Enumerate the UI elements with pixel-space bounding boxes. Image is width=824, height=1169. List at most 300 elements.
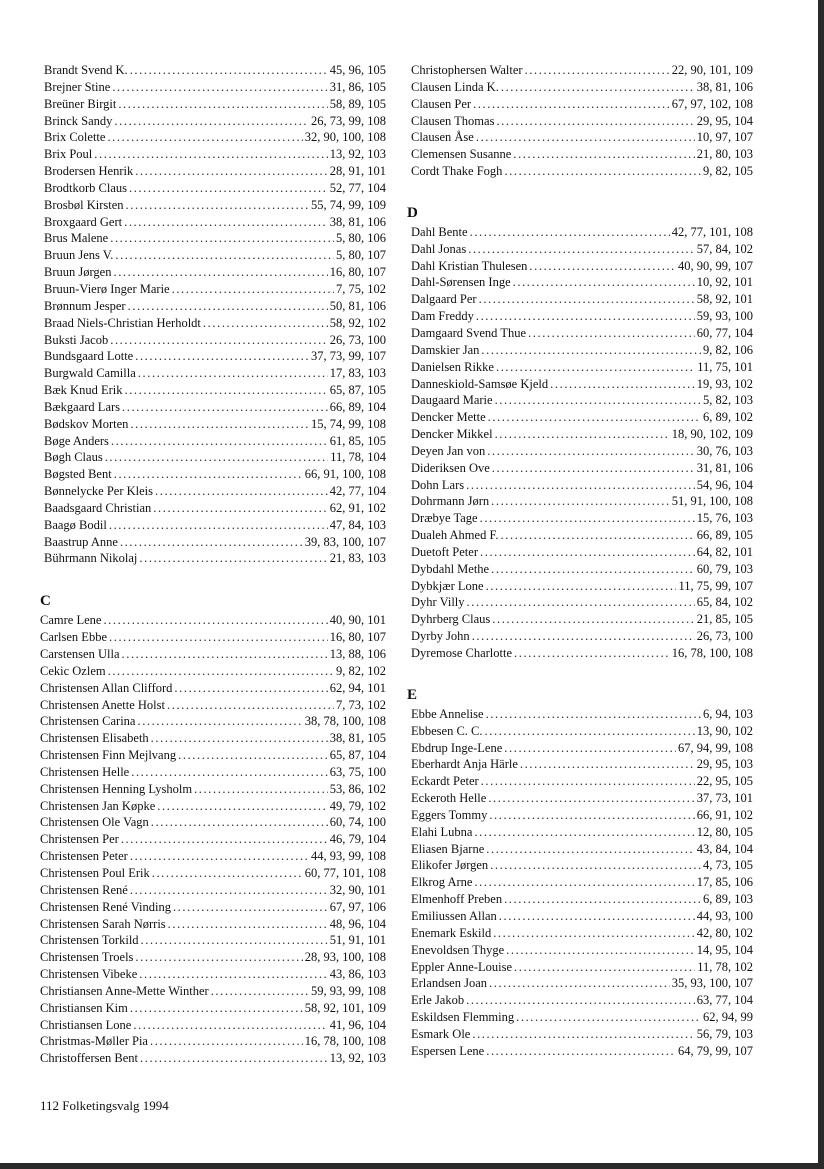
index-entry: [40, 713, 386, 730]
entry-name: Ebdrup Inge-Lene: [411, 740, 503, 755]
index-entry: [407, 409, 753, 426]
index-entry: [40, 916, 386, 933]
entry-pages: 21, 85, 105: [696, 612, 753, 627]
dot-leader: [520, 756, 695, 773]
entry-name: Bøge Anders: [44, 433, 109, 448]
dot-leader: [172, 281, 334, 298]
entry-name: Christensen Torkild: [40, 933, 139, 948]
entry-pages: 13, 92, 103: [329, 147, 386, 162]
entry-name: Elkrog Arne: [411, 875, 473, 890]
page-footer: 112 Folketingsvalg 1994: [40, 1098, 169, 1113]
index-section: [407, 686, 753, 1060]
dot-leader: [109, 629, 328, 646]
entry-name: Bührmann Nikolaj: [44, 551, 138, 566]
entry-pages: 29, 95, 103: [696, 757, 753, 772]
index-entry: [40, 214, 386, 231]
entry-pages: 62, 94, 99: [703, 1010, 753, 1025]
index-entry: [407, 163, 753, 180]
entry-pages: 62, 91, 102: [329, 500, 386, 515]
dot-leader: [495, 426, 670, 443]
entry-pages: 5, 82, 103: [703, 393, 753, 408]
entry-pages: 32, 90, 101: [329, 882, 386, 897]
entry-name: Christensen Peter: [40, 849, 128, 864]
entry-pages: 39, 83, 100, 107: [304, 534, 386, 549]
entry-name: Danielsen Rikke: [411, 359, 494, 374]
entry-pages: 17, 85, 106: [696, 875, 753, 890]
entry-name: Bruun-Vierø Inger Marie: [44, 281, 170, 296]
entry-name: Christensen Poul Erik: [40, 865, 150, 880]
entry-pages: 44, 93, 100: [696, 908, 753, 923]
index-entry: [407, 959, 753, 976]
index-entry: [407, 578, 753, 595]
entry-pages: 18, 90, 102, 109: [671, 427, 753, 442]
index-entry: [407, 426, 753, 443]
dot-leader: [103, 612, 327, 629]
entry-name: Dohrmann Jørn: [411, 494, 490, 509]
entry-name: Christensen Allan Clifford: [40, 680, 173, 695]
entry-pages: 30, 76, 103: [696, 443, 753, 458]
index-entry: [40, 612, 386, 629]
entry-name: Christoffersen Bent: [40, 1051, 139, 1066]
dot-leader: [129, 180, 328, 197]
index-entry: [40, 730, 386, 747]
entry-name: Dualeh Ahmed F.: [411, 528, 499, 543]
entry-name: Carstensen Ulla: [40, 647, 120, 661]
dot-leader: [110, 332, 328, 349]
dot-leader: [506, 942, 695, 959]
index-entry: [40, 814, 386, 831]
dot-leader: [118, 96, 327, 113]
index-entry: [40, 163, 386, 180]
index-entry: [40, 949, 386, 966]
index-entry: [407, 477, 753, 494]
dot-leader: [472, 1026, 694, 1043]
index-entry: [40, 517, 386, 534]
dot-leader: [141, 932, 328, 949]
entry-name: Christophersen Walter: [411, 63, 523, 77]
entry-name: Bøgh Claus: [44, 450, 103, 465]
dot-leader: [550, 376, 695, 393]
entry-name: Erle Jakob: [411, 993, 465, 1008]
entry-pages: 42, 80, 102: [696, 925, 753, 940]
entry-pages: 60, 77, 101, 108: [304, 865, 386, 880]
dot-leader: [138, 365, 328, 382]
dot-leader: [140, 1050, 328, 1067]
entry-pages: 21, 80, 103: [696, 147, 753, 162]
entry-pages: 60, 79, 103: [696, 561, 753, 576]
entry-pages: 13, 90, 102: [696, 723, 753, 738]
dot-leader: [470, 224, 670, 241]
entry-name: Bruun Jens V.: [44, 248, 114, 263]
index-entry: [407, 146, 753, 163]
index-entry: [407, 992, 753, 1009]
entry-name: Dahl Bente: [411, 224, 468, 239]
dot-leader: [157, 798, 327, 815]
entry-name: Dam Freddy: [411, 309, 474, 324]
entry-pages: 7, 73, 102: [336, 697, 386, 712]
dot-leader: [135, 163, 328, 180]
entry-pages: 37, 73, 99, 107: [311, 349, 386, 364]
index-entry: [40, 416, 386, 433]
index-entry: [40, 697, 386, 714]
index-entry: [407, 493, 753, 510]
dot-leader: [151, 814, 328, 831]
index-entry: [40, 882, 386, 899]
index-entry: [40, 96, 386, 113]
dot-leader: [491, 493, 670, 510]
index-entry: [407, 79, 753, 96]
index-entry: [407, 241, 753, 258]
dot-leader: [194, 781, 328, 798]
entry-pages: 40, 90, 101: [329, 613, 386, 628]
entry-pages: 6, 94, 103: [703, 706, 753, 721]
entry-pages: 31, 81, 106: [696, 460, 753, 475]
entry-name: Christensen Henning Lysholm: [40, 781, 193, 796]
entry-pages: 38, 81, 106: [696, 79, 753, 94]
entry-pages: 50, 81, 106: [329, 298, 386, 313]
entry-name: Clausen Linda K.: [411, 79, 499, 94]
entry-pages: 11, 75, 99, 107: [678, 578, 753, 593]
entry-pages: 42, 77, 104: [329, 484, 386, 499]
entry-name: Erlandsen Joan: [411, 976, 488, 991]
dot-leader: [130, 62, 328, 79]
dot-leader: [504, 891, 701, 908]
index-entry: [407, 527, 753, 544]
entry-name: Ebbesen C. C.: [411, 723, 483, 738]
entry-pages: 5, 80, 107: [336, 248, 386, 263]
entry-name: Camre Lene: [40, 613, 102, 628]
entry-name: Christiansen Lone: [40, 1017, 132, 1032]
dot-leader: [120, 534, 303, 551]
entry-name: Brønnum Jesper: [44, 298, 126, 313]
index-entry: [407, 113, 753, 130]
entry-pages: 19, 93, 102: [696, 376, 753, 391]
entry-name: Dahl-Sørensen Inge: [411, 275, 511, 290]
index-entry: [40, 466, 386, 483]
index-entry: [407, 258, 753, 275]
dot-leader: [528, 325, 695, 342]
index-entry: [40, 550, 386, 567]
entry-pages: 66, 91, 100, 108: [304, 467, 386, 482]
dot-leader: [124, 382, 327, 399]
entry-pages: 67, 97, 102, 108: [671, 96, 753, 111]
entry-name: Carlsen Ebbe: [40, 630, 107, 645]
entry-name: Dybkjær Lone: [411, 578, 484, 593]
entry-pages: 28, 93, 100, 108: [304, 950, 386, 965]
index-entry: [40, 281, 386, 298]
dot-leader: [173, 899, 328, 916]
entry-pages: 59, 93, 99, 108: [311, 983, 386, 998]
index-entry: [407, 628, 753, 645]
entry-pages: 60, 74, 100: [329, 815, 386, 830]
entry-pages: 55, 74, 99, 109: [311, 197, 386, 212]
dot-leader: [152, 865, 303, 882]
index-entry: [407, 756, 753, 773]
index-entry: [407, 129, 753, 146]
entry-pages: 16, 80, 107: [329, 630, 386, 645]
entry-pages: 48, 96, 104: [329, 916, 386, 931]
entry-pages: 6, 89, 103: [703, 892, 753, 907]
entry-pages: 12, 80, 105: [696, 824, 753, 839]
dot-leader: [126, 197, 309, 214]
dot-leader: [529, 258, 676, 275]
index-entry: [40, 1033, 386, 1050]
dot-leader: [488, 790, 694, 807]
dot-leader: [501, 527, 695, 544]
index-entry: [40, 247, 386, 264]
entry-pages: 67, 94, 99, 108: [678, 740, 753, 755]
dot-leader: [514, 959, 695, 976]
index-entry: [407, 824, 753, 841]
dot-leader: [174, 680, 327, 697]
entry-pages: 26, 73, 100: [329, 332, 386, 347]
dot-leader: [121, 831, 328, 848]
dot-leader: [516, 1009, 701, 1026]
index-entry: [40, 79, 386, 96]
entry-name: Dræbye Tage: [411, 511, 478, 526]
index-entry: [407, 392, 753, 409]
entry-name: Clausen Åse: [411, 130, 474, 145]
index-entry: [407, 891, 753, 908]
entry-name: Bækgaard Lars: [44, 399, 121, 414]
index-entry: [407, 857, 753, 874]
entry-pages: 66, 89, 105: [696, 528, 753, 543]
entry-name: Dybdahl Methe: [411, 561, 490, 576]
index-entry: [40, 663, 386, 680]
entry-name: Cekic Ozlem: [40, 663, 106, 678]
dot-leader: [486, 706, 701, 723]
entry-pages: 29, 95, 104: [696, 113, 753, 128]
dot-leader: [107, 129, 302, 146]
entry-name: Christensen Ole Vagn: [40, 815, 149, 830]
entry-pages: 40, 90, 99, 107: [678, 258, 753, 273]
entry-pages: 38, 78, 100, 108: [304, 714, 386, 729]
entry-name: Brejner Stine: [44, 79, 111, 94]
entry-pages: 9, 82, 105: [703, 164, 753, 179]
index-entry: [407, 925, 753, 942]
entry-name: Eberhardt Anja Härle: [411, 757, 518, 772]
dot-leader: [128, 298, 328, 315]
dot-leader: [492, 460, 695, 477]
dot-leader: [492, 611, 694, 628]
index-entry: [40, 865, 386, 882]
dot-leader: [109, 517, 328, 534]
index-entry: [407, 224, 753, 241]
entry-pages: 56, 79, 103: [696, 1026, 753, 1041]
entry-pages: 42, 77, 101, 108: [671, 224, 753, 239]
index-entry: [40, 348, 386, 365]
dot-leader: [105, 449, 329, 466]
entry-name: Brinck Sandy: [44, 113, 113, 128]
index-entry: [407, 1043, 753, 1060]
index-entry: [40, 500, 386, 517]
dot-leader: [474, 874, 694, 891]
dot-leader: [525, 62, 670, 79]
entry-name: Dyhr Villy: [411, 595, 465, 610]
index-entry: [407, 594, 753, 611]
entry-pages: 26, 73, 99, 108: [311, 113, 386, 128]
dot-leader: [504, 163, 701, 180]
dot-leader: [130, 882, 328, 899]
dot-leader: [112, 79, 327, 96]
entry-pages: 9, 82, 102: [336, 663, 386, 678]
index-entry: [407, 359, 753, 376]
section-letter-heading: C: [40, 593, 51, 610]
dot-leader: [110, 230, 334, 247]
dot-leader: [178, 747, 328, 764]
dot-leader: [114, 466, 303, 483]
dot-leader: [115, 247, 334, 264]
entry-name: Brodersen Henrik: [44, 164, 134, 179]
entry-name: Dahl Kristian Thulesen: [411, 258, 528, 273]
dot-leader: [474, 824, 694, 841]
entry-pages: 45, 96, 105: [329, 63, 386, 77]
entry-name: Buksti Jacob: [44, 332, 109, 347]
entry-name: Breüner Birgit: [44, 96, 117, 111]
dot-leader: [488, 409, 701, 426]
index-entry: [40, 781, 386, 798]
entry-pages: 38, 81, 105: [329, 731, 386, 746]
index-entry: [407, 544, 753, 561]
entry-pages: 65, 87, 104: [329, 748, 386, 763]
index-entry: [40, 433, 386, 450]
entry-name: Christensen Elisabeth: [40, 731, 149, 746]
entry-name: Christensen Sarah Nørris: [40, 916, 166, 931]
dot-leader: [472, 628, 695, 645]
index-entry: [407, 62, 753, 79]
dot-leader: [504, 740, 676, 757]
index-entry: [407, 460, 753, 477]
entry-pages: 21, 83, 103: [329, 551, 386, 566]
entry-pages: 58, 92, 102: [329, 315, 386, 330]
entry-name: Christensen Anette Holst: [40, 697, 165, 712]
index-entry: [40, 747, 386, 764]
entry-name: Danneskiold-Samsøe Kjeld: [411, 376, 549, 391]
index-column-right: [407, 62, 753, 1060]
entry-pages: 49, 79, 102: [329, 798, 386, 813]
index-entry: [40, 298, 386, 315]
entry-name: Elmenhoff Preben: [411, 892, 503, 907]
entry-name: Baastrup Anne: [44, 534, 118, 549]
index-entry: [40, 932, 386, 949]
index-entry: [40, 449, 386, 466]
entry-name: Eckardt Peter: [411, 774, 479, 789]
entry-pages: 5, 80, 106: [336, 231, 386, 246]
entry-name: Brandt Svend K.: [44, 63, 128, 77]
index-entry: [407, 723, 753, 740]
entry-pages: 47, 84, 103: [329, 517, 386, 532]
dot-leader: [168, 916, 328, 933]
entry-name: Burgwald Camilla: [44, 366, 136, 381]
index-entry: [40, 966, 386, 983]
entry-pages: 9, 82, 106: [703, 342, 753, 357]
index-entry: [407, 942, 753, 959]
index-entry: [407, 645, 753, 662]
entry-name: Duetoft Peter: [411, 544, 478, 559]
entry-pages: 51, 91, 100, 108: [671, 494, 753, 509]
dot-leader: [150, 1033, 303, 1050]
dot-leader: [153, 500, 327, 517]
entry-name: Eskildsen Flemming: [411, 1010, 515, 1025]
entry-pages: 43, 86, 103: [329, 967, 386, 982]
entry-name: Dyremose Charlotte: [411, 646, 513, 660]
entry-pages: 64, 82, 101: [696, 544, 753, 559]
section-letter-heading: E: [407, 686, 418, 703]
entry-pages: 58, 89, 105: [329, 96, 386, 111]
entry-pages: 67, 97, 106: [329, 899, 386, 914]
entry-name: Christensen Troels: [40, 950, 134, 965]
entry-name: Deyen Jan von: [411, 443, 486, 458]
dot-leader: [111, 433, 328, 450]
entry-pages: 14, 95, 104: [696, 942, 753, 957]
entry-name: Brix Poul: [44, 147, 93, 162]
entry-pages: 16, 78, 100, 108: [304, 1034, 386, 1049]
dot-leader: [466, 477, 695, 494]
dot-leader: [480, 510, 695, 527]
entry-pages: 28, 91, 101: [329, 164, 386, 179]
entry-name: Braad Niels-Christian Herholdt: [44, 315, 201, 330]
page-edge-bottom: [0, 1163, 824, 1169]
entry-pages: 16, 80, 107: [329, 265, 386, 280]
entry-name: Bundsgaard Lotte: [44, 349, 134, 364]
entry-name: Enevoldsen Thyge: [411, 942, 505, 957]
entry-pages: 13, 88, 106: [329, 647, 386, 661]
index-entry: [40, 483, 386, 500]
entry-name: Christensen René: [40, 882, 128, 897]
entry-name: Brix Colette: [44, 130, 106, 145]
index-entry: [40, 197, 386, 214]
entry-name: Elikofer Jørgen: [411, 858, 489, 873]
entry-name: Baadsgaard Christian: [44, 500, 152, 515]
dot-leader: [486, 578, 677, 595]
index-entry: [407, 790, 753, 807]
entry-pages: 11, 78, 102: [697, 959, 753, 974]
entry-name: Christensen Jan Køpke: [40, 798, 156, 813]
dot-leader: [499, 908, 695, 925]
dot-leader: [94, 146, 327, 163]
entry-name: Espersen Lene: [411, 1043, 485, 1058]
dot-leader: [513, 146, 694, 163]
index-section: [407, 62, 753, 180]
dot-leader: [133, 1017, 327, 1034]
dot-leader: [151, 730, 328, 747]
entry-pages: 7, 75, 102: [336, 281, 386, 296]
entry-pages: 35, 93, 100, 107: [671, 976, 753, 991]
index-entry: [40, 315, 386, 332]
entry-name: Clausen Thomas: [411, 113, 495, 128]
index-entry: [40, 831, 386, 848]
dot-leader: [493, 925, 695, 942]
entry-pages: 37, 73, 101: [696, 791, 753, 806]
entry-name: Eggers Tommy: [411, 807, 488, 822]
index-entry: [407, 510, 753, 527]
index-entry: [407, 807, 753, 824]
entry-name: Baagø Bodil: [44, 517, 107, 532]
entry-pages: 4, 73, 105: [703, 858, 753, 873]
entry-name: Clausen Per: [411, 96, 472, 111]
index-entry: [40, 629, 386, 646]
entry-pages: 60, 77, 104: [696, 325, 753, 340]
index-section: [40, 62, 386, 567]
entry-pages: 11, 78, 104: [330, 450, 386, 465]
index-column-left: [40, 62, 386, 1067]
dot-leader: [137, 713, 302, 730]
entry-pages: 51, 91, 101: [329, 933, 386, 948]
index-entry: [407, 706, 753, 723]
index-entry: [407, 841, 753, 858]
index-entry: [407, 96, 753, 113]
entry-name: Bønnelycke Per Kleis: [44, 484, 154, 499]
